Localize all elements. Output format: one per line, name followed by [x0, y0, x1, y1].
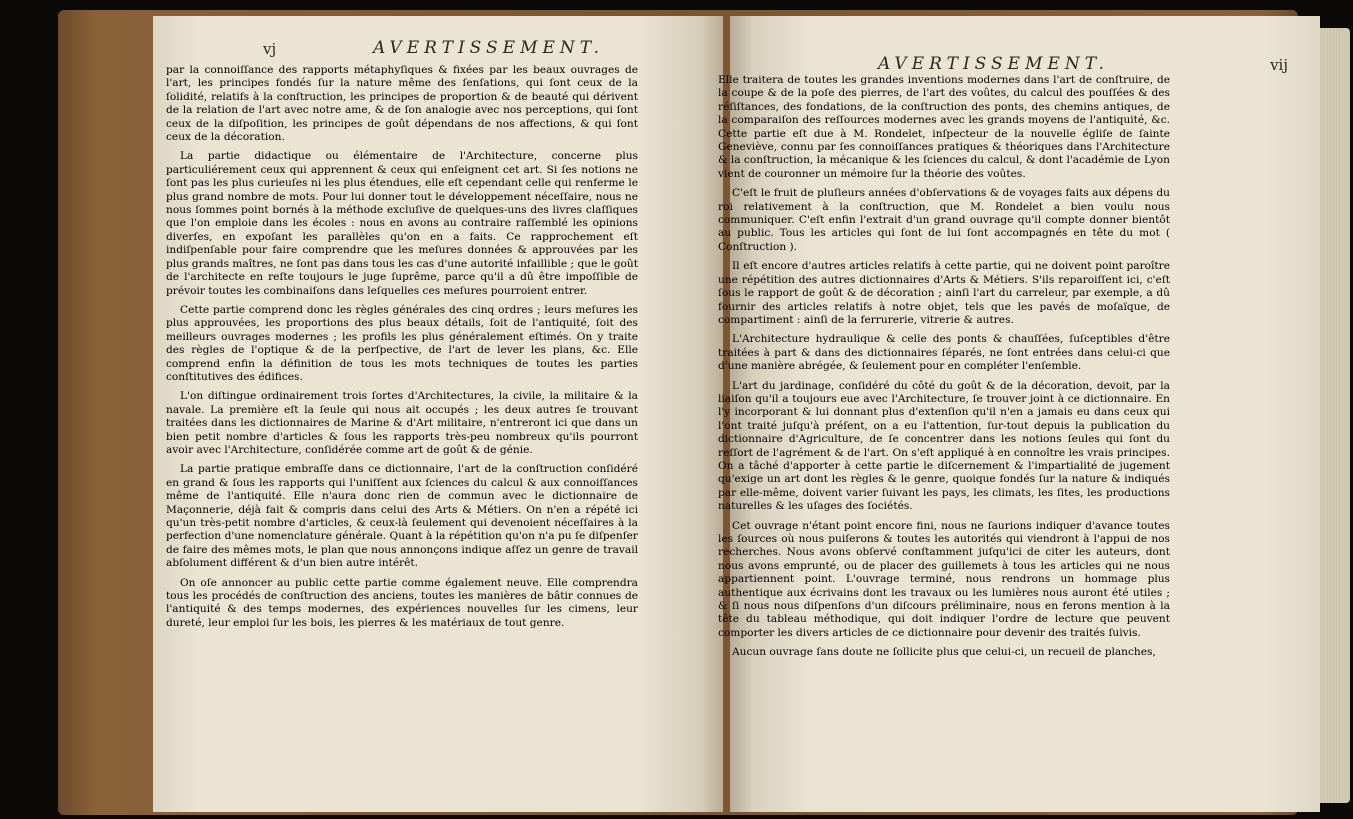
right-page-number: vij — [1270, 56, 1288, 74]
right-paragraph-3: Il eſt encore d'autres articles relatifs à cette partie, qui ne doivent point paroître une répétition des autres dictionnaires d'Arts & Métiers. S'ils reparoiſſent ici, c'eſt ſous le rapport de goût & de décoration ; ainſi l'art du carreleur, par exemple, a dû fournir des articles relatifs à notre objet, tels que les pavés de moſaïque, de compartiment : ainſi de la ferrurerie, vitrerie & autres. — [718, 260, 1170, 326]
left-paragraph-6: On oſe annoncer au public cette partie comme également neuve. Elle comprendra tous les procédés de conſtruction des anciens, toutes les manières de bâtir connues de l'antiquité & des temps modernes, des expériences nouvelles ſur les cimens, leur dureté, leur emploi ſur les bois, les pierres & les matériaux de tout genre. — [166, 576, 638, 629]
left-paragraph-5: La partie pratique embraſſe dans ce dictionnaire, l'art de la conſtruction conſidéré en grand & ſous les rapports qui l'uniſſent aux ſciences du calcul & aux connoiſſances même de l'antiquité. Elle n'aura donc rien de commun avec le dictionnaire de Maçonnerie, déjà fait & compris dans celui des Arts & Métiers. On n'en a répété ici qu'un très-petit nombre d'articles, & ceux-là ſeulement qui devenoient néceſſaires à la perfection d'une nomenclature générale. Quant à la répétition qu'on n'a pu ſe diſpenſer de faire des mêmes mots, le plan que nous annonçons indique aſſez un genre de travail abſolument différent & d'un bien autre intérêt. — [166, 463, 638, 570]
right-paragraph-4: L'Architecture hydraulique & celle des ponts & chauſſées, ſuſceptibles d'être traitées à part & dans des dictionnaires ſéparés, ne ſont entrées dans celui-ci que d'une manière abrégée, & ſeulement pour en compléter l'enſemble. — [718, 333, 1170, 373]
left-running-head — [165, 38, 701, 64]
right-page-text — [718, 74, 1170, 666]
right-paragraph-2: C'eſt le fruit de pluſieurs années d'obſervations & de voyages faits aux dépens du roi relativement à la conſtruction, que M. Rondelet a bien voulu nous communiquer. C'eſt enfin l'extrait d'un grand ouvrage qu'il compte donner bientôt au public. Tous les articles qui ſont de lui ſont accompagnés en tête du mot ( Conſtruction ). — [718, 187, 1170, 253]
left-page-text — [166, 64, 638, 636]
right-paragraph-5: L'art du jardinage, conſidéré du côté du goût & de la décoration, devoit, par la liaiſon qu'il a toujours eue avec l'Architecture, ſe trouver joint à ce dictionnaire. En l'y incorporant & lui donnant plus d'extenſion qu'il n'en a jamais eu dans ceux qui l'ont traité juſqu'à préſent, on a eu l'attention, ſur-tout depuis la publication du dictionnaire d'Agriculture, de ſe concentrer dans les notions ſeules qui ſont du reſſort de l'agrément & de l'art. On s'eſt appliqué à en connoître les vrais principes. On a tâché d'apporter à cette partie le diſcernement & l'impartialité de jugement qu'exige un art dont les règles & le genre, quoique fondés ſur la nature & indiqués par elle-même, doivent varier ſuivant les pays, les climats, les ſites, les productions naturelles & les uſages des ſociétés. — [718, 379, 1170, 513]
left-page-number: vj — [263, 40, 277, 58]
right-paragraph-1: Elle traitera de toutes les grandes inventions modernes dans l'art de conſtruire, de la coupe & de la poſe des pierres, de l'art des voûtes, du calcul des pouſſées & des réſiſtances, des fondations, de la conſtruction des ponts, des chemins antiques, de la comparaiſon des reſſources modernes avec les grands moyens de l'antiquité, &c. Cette partie eſt due à M. Rondelet, inſpecteur de la nouvelle égliſe de ſainte Geneviève, connu par ſes connoiſſances pratiques & théoriques dans l'Architecture & la conſtruction, la mécanique & les ſciences du calcul, & dont l'académie de Lyon vient de couronner un mémoire ſur la théorie des voûtes. — [718, 74, 1170, 180]
right-paragraph-7: Aucun ouvrage ſans doute ne ſollicite plus que celui-ci, un recueil de planches, — [732, 646, 1156, 659]
left-paragraph-4: L'on diſtingue ordinairement trois ſortes d'Architectures, la civile, la militaire & la navale. La première eſt la ſeule qui nous ait occupés ; les deux autres ſe trouvant traitées dans les dictionnaires de Marine & d'Art militaire, n'entreront ici que dans un bien petit nombre d'articles & ſous les rapports très-peu nombreux qu'ils pourront avoir avec l'Architecture, conſidérée comme art de goût & de génie. — [166, 390, 638, 456]
left-paragraph-1: par la connoiſſance des rapports métaphyſiques & fixées par les beaux ouvrages de l'art, les principes fondés ſur la nature même des ſenſations, qui ſont ceux de la ſolidité, relatifs à la conſtruction, les principes de proportion & de beauté qui dérivent de la relation de l'art avec notre ame, & de ſon analogie avec nos perceptions, qui ſont ceux de la diſpoſition, les principes de goût dépendans de nos affections, & qui ſont ceux de la décoration. — [166, 64, 638, 144]
right-running-title: AVERTISSEMENT. — [878, 54, 1110, 74]
left-paragraph-2: La partie didactique ou élémentaire de l'Architecture, concerne plus particuliérement ceux qui apprennent & ceux qui enſeignent cet art. Si ſes notions ne ſont pas les plus curieuſes ni les plus étendues, elle eſt cependant celle qui renferme le plus grand nombre de mots. Pour lui donner tout le développement néceſſaire, nous ne nous ſommes point bornés à la méthode excluſive de quelques-uns des livres claſſiques que l'on emploie dans les écoles : nous en avons au contraire raſſemblé les opinions diverſes, en expoſant les parallèles qu'on en a faits. Ce rapprochement eſt indiſpenſable pour faire comprendre que les meſures données & approuvées par les plus grands maîtres, ne ſont pas dans tous les cas d'une autorité infaillible ; que le goût de l'architecte en reſte toujours le juge ſuprême, parce qu'il a dû être impoſſible de prévoir toutes les combinaiſons dans leſquelles ces meſures pourroient entrer. — [166, 150, 638, 297]
left-running-title: AVERTISSEMENT. — [373, 38, 605, 58]
right-paragraph-6: Cet ouvrage n'étant point encore fini, nous ne ſaurions indiquer d'avance toutes les ſources où nous puiſerons & toutes les autorités qui viendront à l'appui de nos recherches. Nous avons obſervé conſtamment juſqu'ici de citer les auteurs, dont nous avons emprunté, ou de placer des guillemets à tous les articles qui ne nous appartiennent point. L'ouvrage terminé, nous rendrons un hommage plus authentique aux écrivains dont les travaux ou les lumières nous auront été utiles ; & ſi nous nous diſpenſons d'un diſcours préliminaire, nous en ferons mention à la tête du tableau méthodique, qui doit indiquer l'ordre de lecture que peuvent comporter les divers articles de ce dictionnaire pour devenir des traités ſuivis. — [718, 519, 1170, 639]
page-edges — [1320, 28, 1350, 803]
left-paragraph-3: Cette partie comprend donc les règles générales des cinq ordres ; leurs meſures les plus approuvées, les proportions des plus beaux détails, ſoit de l'antiquité, ſoit des meilleurs ouvrages modernes ; les profils les plus généralement eſtimés. On y traite des règles de l'optique & de la perſpective, de l'art de lever les plans, &c. Elle comprend enfin la définition de tous les mots techniques de toutes les parties conſtitutives des édifices. — [166, 303, 638, 383]
